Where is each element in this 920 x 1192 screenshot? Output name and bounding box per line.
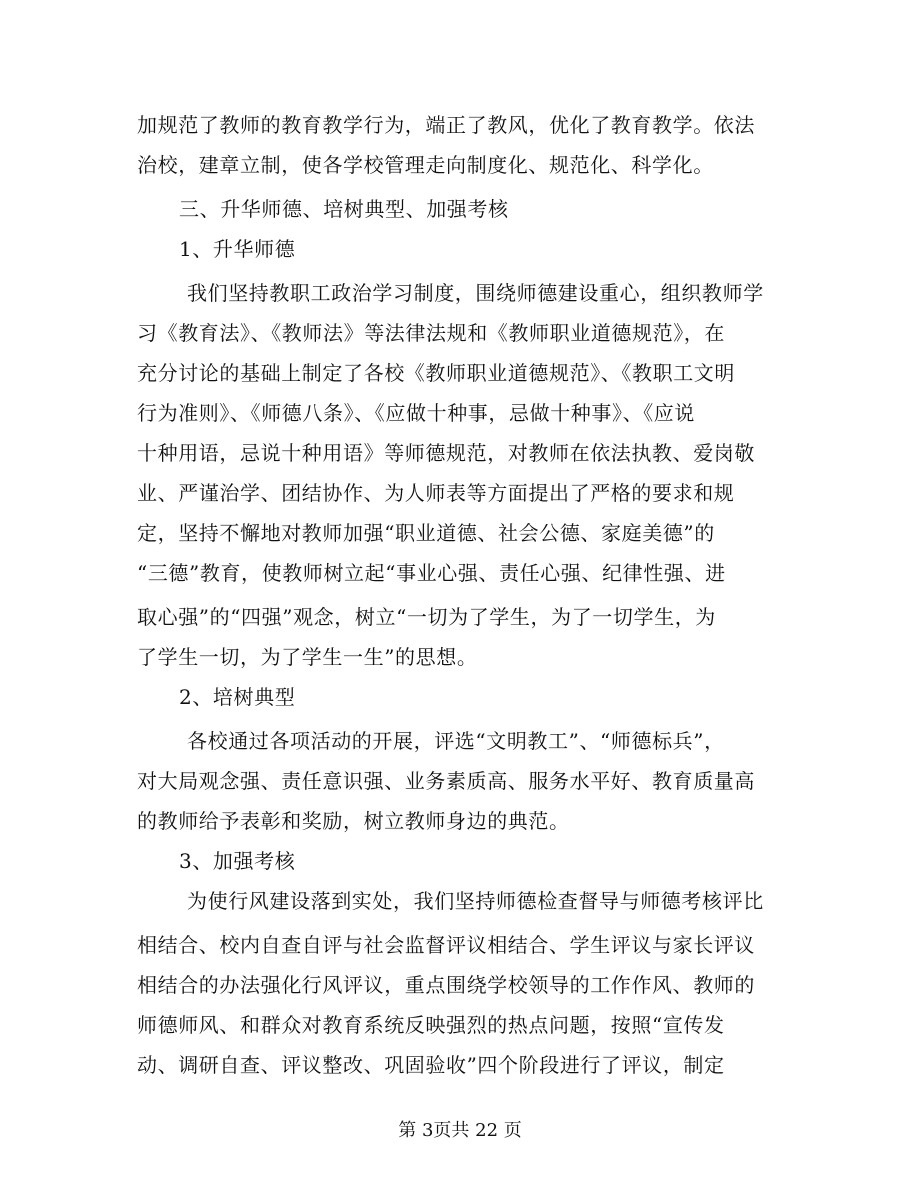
body-line: 动、调研自查、评议整改、巩固验收”四个阶段进行了评议，制定 (137, 1053, 725, 1077)
body-line: “三德”教育，使教师树立起“事业心强、责任心强、纪律性强、进 (137, 561, 726, 585)
body-line: 了学生一切，为了学生一生”的思想。 (137, 645, 478, 669)
body-line: 定，坚持不懈地对教师加强“职业道德、社会公德、家庭美德”的 (137, 521, 715, 545)
body-line: 师德师风、和群众对教育系统反映强烈的热点问题，按照“宣传发 (137, 1013, 725, 1037)
body-line: 加规范了教师的教育教学行为，端正了教风，优化了教育教学。依法 (137, 113, 755, 137)
page-number-footer: 第 3页共 22 页 (398, 1120, 522, 1141)
subsection-heading: 3、加强考核 (179, 849, 296, 873)
body-line: 各校通过各项活动的开展，评选“文明教工”、“师德标兵”， (187, 729, 725, 753)
section-heading: 三、升华师德、培树典型、加强考核 (179, 197, 509, 221)
subsection-heading: 1、升华师德 (179, 237, 296, 261)
body-line: 相结合的办法强化行风评议，重点围绕学校领导的工作作风、教师的 (137, 973, 755, 997)
body-line: 我们坚持教职工政治学习制度，围绕师德建设重心，组织教师学 (187, 281, 764, 305)
body-line: 为使行风建设落到实处，我们坚持师德检查督导与师德考核评比 (187, 889, 764, 913)
body-line: 对大局观念强、责任意识强、业务素质高、服务水平好、教育质量高 (137, 769, 755, 793)
body-line: 取心强”的“四强”观念，树立“一切为了学生，为了一切学生，为 (137, 605, 716, 629)
body-line: 业、严谨治学、团结协作、为人师表等方面提出了严格的要求和规 (137, 481, 735, 505)
body-line: 治校，建章立制，使各学校管理走向制度化、规范化、科学化。 (137, 153, 714, 177)
body-line: 习《教育法》、《教师法》等法律法规和《教师职业道德规范》，在 (137, 321, 725, 345)
subsection-heading: 2、培树典型 (179, 685, 296, 709)
body-line: 十种用语，忌说十种用语》等师德规范，对教师在依法执教、爱岗敬 (137, 441, 755, 465)
body-line: 相结合、校内自查自评与社会监督评议相结合、学生评议与家长评议 (137, 933, 755, 957)
body-line: 行为准则》、《师德八条》、《应做十种事，忌做十种事》、《应说 (137, 401, 695, 425)
body-line: 的教师给予表彰和奖励，树立教师身边的典范。 (137, 809, 570, 833)
body-line: 充分讨论的基础上制定了各校《教师职业道德规范》、《教职工文明 (137, 361, 735, 385)
